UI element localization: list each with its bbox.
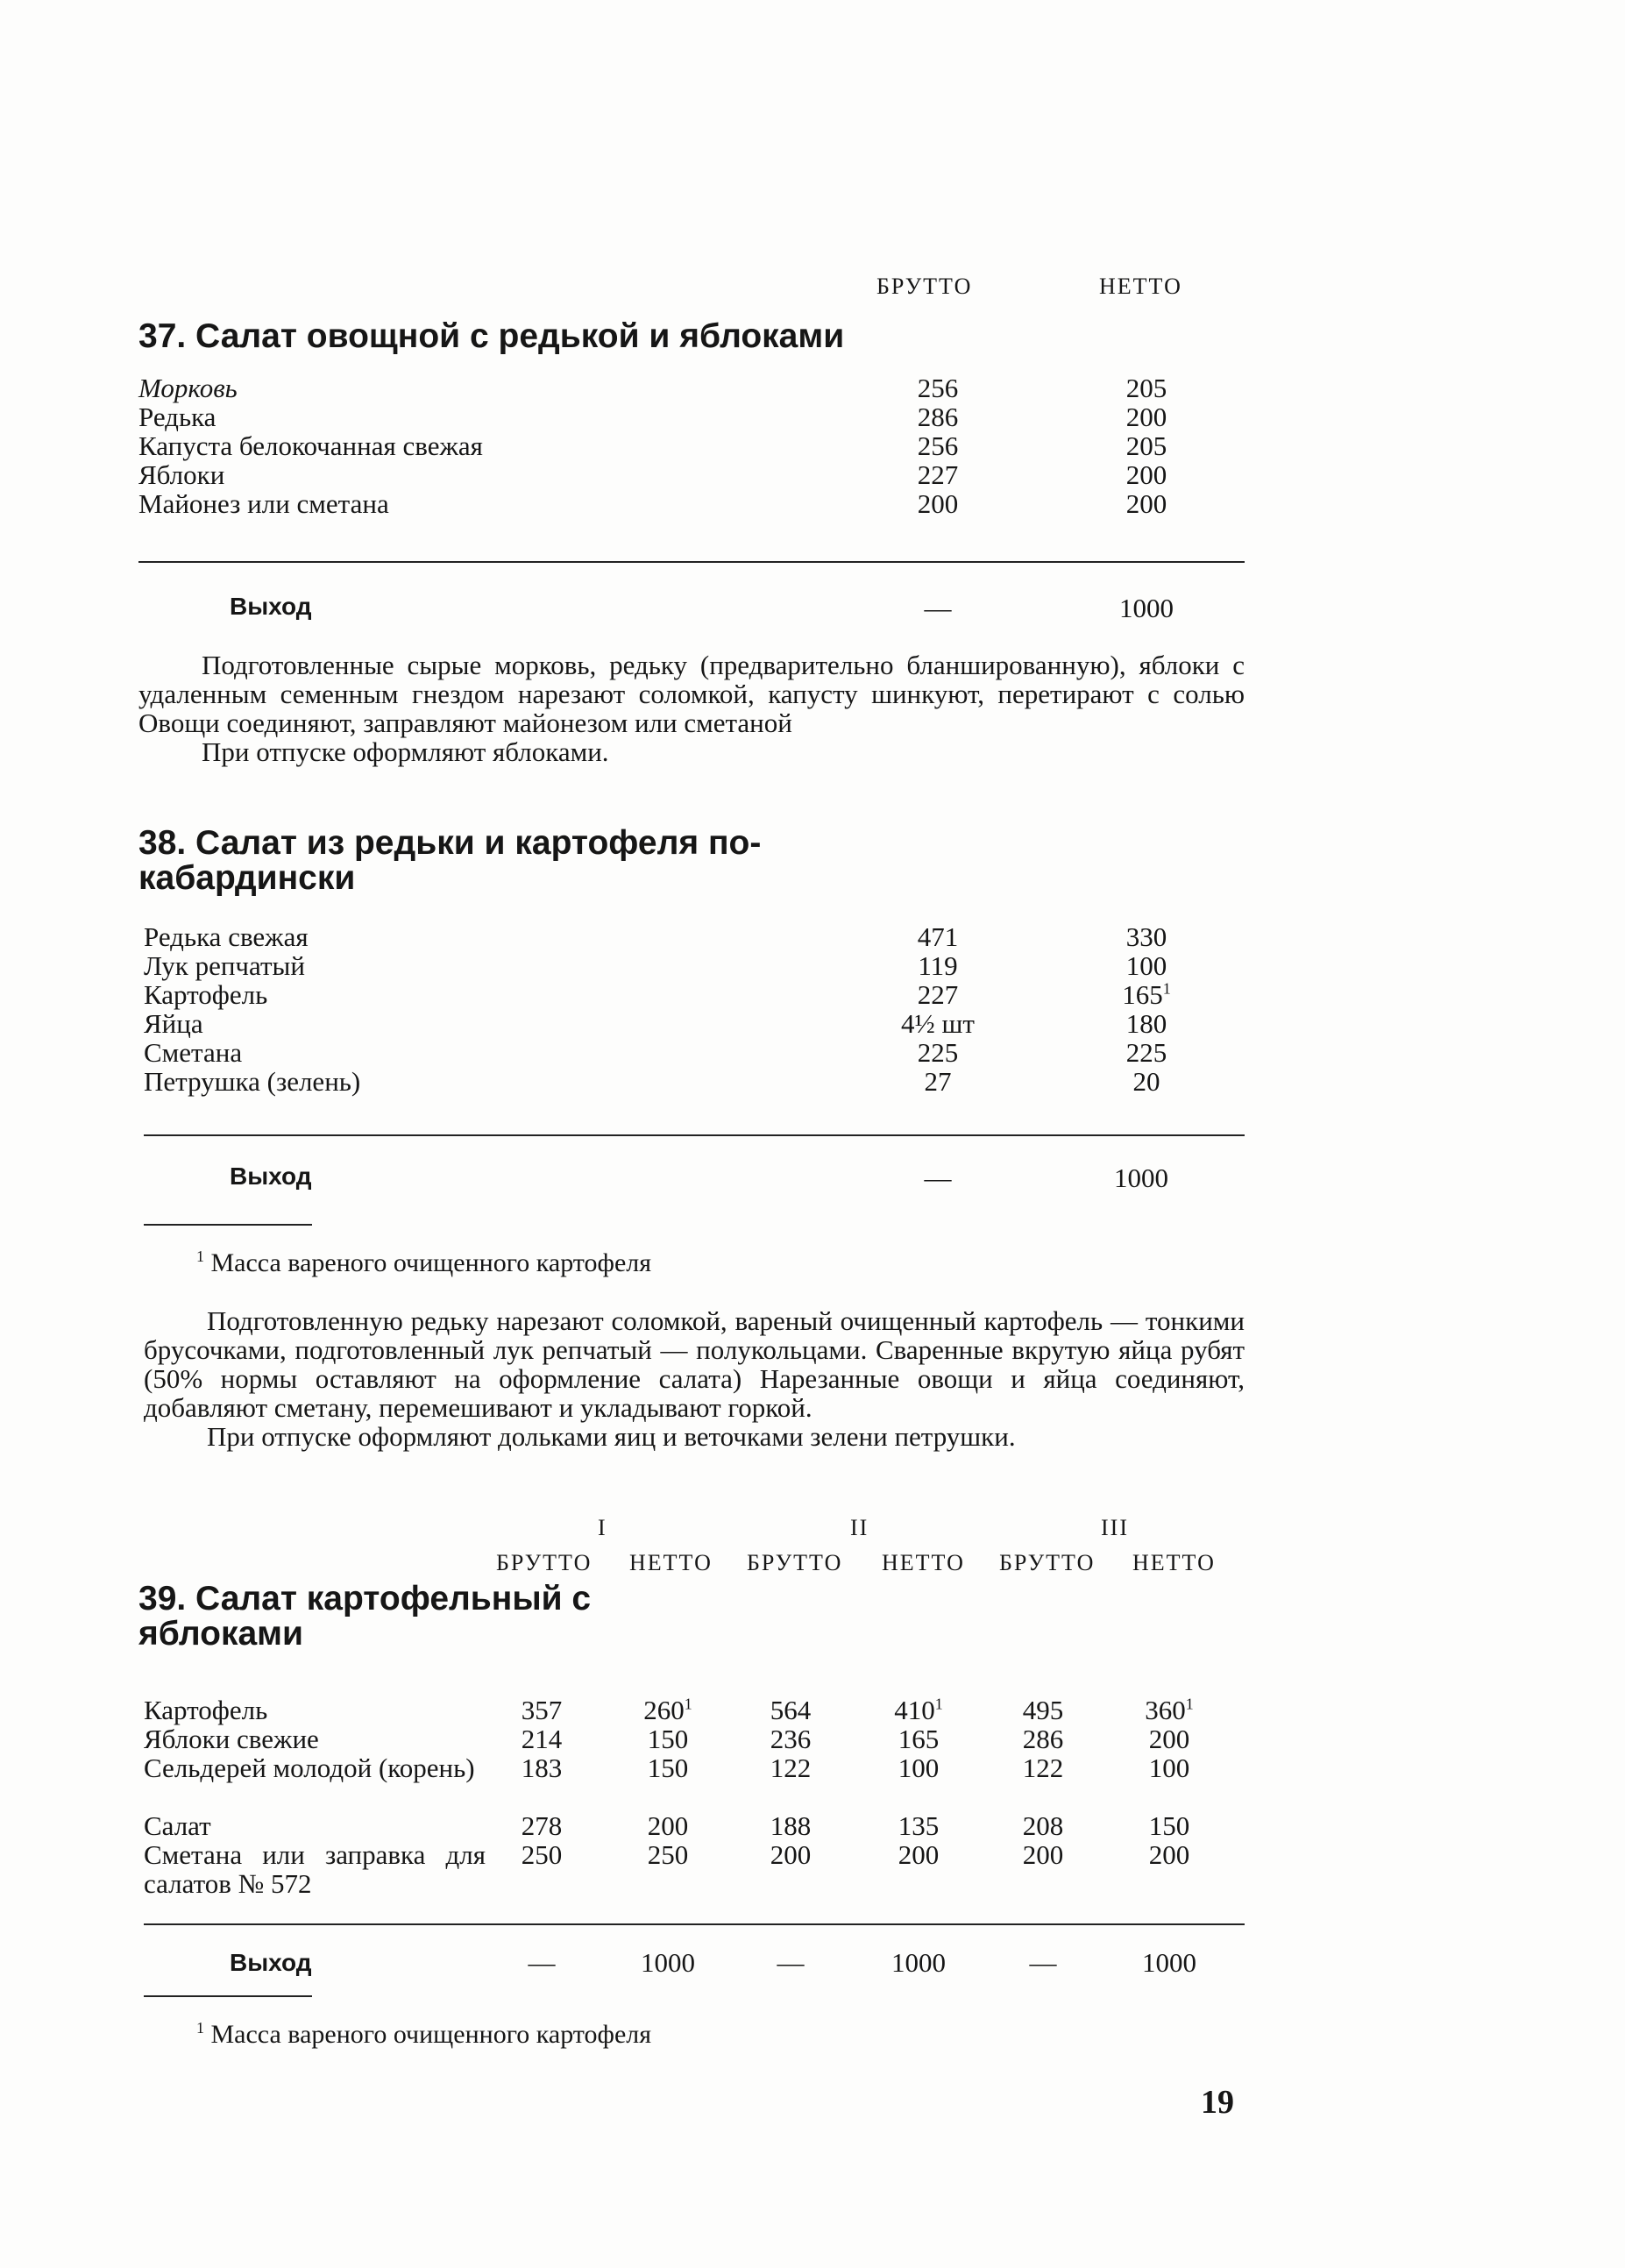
footnote-mark: 1 (934, 1695, 943, 1713)
table-row (138, 373, 1217, 402)
brutto-value: 256 (917, 430, 959, 461)
footnote-text: Масса вареного очищенного картофеля (210, 1248, 652, 1277)
table-row (138, 402, 1217, 431)
s39-header-brutto-3: БРУТТО (999, 1550, 1096, 1575)
s39-header-brutto-1: БРУТТО (496, 1550, 593, 1575)
netto-i: 200 (647, 1810, 689, 1841)
yield-brutto-ii: — (777, 1947, 805, 1978)
ingredient-name: Лук репчатый (144, 950, 305, 981)
table-row (144, 980, 1222, 1009)
ingredient-name: Капуста белокочанная свежая (138, 430, 483, 461)
s39-header-netto-1: НЕТТО (629, 1550, 713, 1575)
netto-i: 250 (647, 1839, 689, 1870)
s39-footnote-rule (144, 1995, 312, 1997)
s38-method-paragraph: Подготовленную редьку нарезают соломкой, вареный очищенный картофель — тонкими брусочками, подготовленный лук репчатый — полукольцами. Сваренные вкрутую яйца рубят (50% нормы оставляют на оформление салата) Нарезанные овощи и яйца соединяют, добавляют сметану, перемешивают и укладывают горкой. (144, 1305, 1245, 1423)
netto-i (624, 1696, 712, 1724)
s39-group-iii: III (1101, 1515, 1129, 1540)
netto-value: 330 (1125, 921, 1167, 952)
s39-group-ii: II (850, 1515, 869, 1540)
netto-ii: 135 (898, 1810, 940, 1841)
brutto-value: 119 (918, 950, 958, 981)
s38-method-text (144, 1306, 1245, 1451)
yield-netto-i: 1000 (641, 1947, 695, 1978)
s37-table-rule (138, 561, 1245, 563)
brutto-ii: 200 (770, 1839, 812, 1870)
footnote-mark: 1 (1185, 1695, 1194, 1713)
footnote-mark: 1 (196, 2019, 204, 2037)
s39-title: 39. Салат картофельный с яблоками (138, 1580, 592, 1653)
yield-brutto-i: — (528, 1947, 556, 1978)
s37-method-paragraph: Подготовленные сырые морковь, редьку (предварительно бланшированную), яблоки с удаленным семенным гнездом нарезают соломкой, капусту шинкуют, перетирают с солью Овощи соединяют, заправляют майонезом или сметаной (138, 650, 1245, 738)
s37-method-text (138, 651, 1245, 766)
brutto-ii: 236 (770, 1724, 812, 1754)
page-number: 19 (1201, 2084, 1234, 2121)
s39-yield-row (144, 1948, 1245, 1977)
s38-serving-paragraph: При отпуске оформляют дольками яиц и веточками зелени петрушки. (207, 1421, 1016, 1452)
s38-yield-label: Выход (230, 1162, 312, 1190)
s39-ingredient-table (144, 1696, 1245, 1898)
netto-value: 205 (1125, 430, 1167, 461)
netto-iii: 200 (1148, 1724, 1190, 1754)
yield-brutto-iii: — (1029, 1947, 1057, 1978)
s37-yield-netto: 1000 (1119, 593, 1174, 623)
netto-value: 225 (1125, 1037, 1167, 1068)
s37-yield-label: Выход (230, 593, 312, 620)
s38-footnote (196, 1248, 651, 1278)
brutto-iii: 495 (1022, 1695, 1064, 1725)
ingredient-name: Майонез или сметана (138, 488, 389, 519)
brutto-ii: 564 (770, 1695, 812, 1725)
brutto-value: 227 (917, 459, 959, 490)
brutto-i: 183 (521, 1753, 563, 1783)
s37-yield-brutto: — (924, 593, 952, 623)
table-row (144, 951, 1222, 980)
ingredient-name: Картофель (144, 1695, 268, 1725)
ingredient-name: Яблоки свежие (144, 1724, 319, 1754)
netto-value: 205 (1125, 373, 1167, 403)
table-row (138, 431, 1217, 460)
table-row (144, 1724, 1245, 1753)
s38-footnote-rule (144, 1224, 312, 1226)
netto-number: 410 (894, 1695, 935, 1725)
s38-yield-brutto: — (924, 1162, 952, 1193)
brutto-value: 225 (917, 1037, 959, 1068)
yield-netto-iii: 1000 (1142, 1947, 1196, 1978)
netto-i: 150 (647, 1753, 689, 1783)
ingredient-name: Яблоки (138, 459, 225, 490)
netto-ii: 165 (898, 1724, 940, 1754)
table-row (144, 1038, 1222, 1067)
footnote-mark: 1 (684, 1695, 692, 1713)
netto-value: 200 (1125, 402, 1167, 432)
table-row (138, 460, 1217, 489)
brutto-value: 200 (917, 488, 959, 519)
netto-iii: 100 (1148, 1753, 1190, 1783)
brutto-i: 357 (521, 1695, 563, 1725)
brutto-i: 278 (521, 1810, 563, 1841)
netto-ii (875, 1696, 962, 1724)
brutto-value: 27 (924, 1066, 952, 1097)
s38-yield-netto: 1000 (1114, 1162, 1168, 1193)
s38-title: 38. Салат из редьки и картофеля по-кабардински (138, 824, 762, 897)
netto-iii: 150 (1148, 1810, 1190, 1841)
s39-header-netto-3: НЕТТО (1132, 1550, 1216, 1575)
ingredient-name: Сельдерей молодой (корень) (144, 1753, 475, 1783)
netto-number: 165 (1122, 979, 1163, 1010)
brutto-value: 4½ шт (901, 1008, 975, 1039)
ingredient-name: Петрушка (зелень) (144, 1066, 361, 1097)
ingredient-name: Редька свежая (144, 921, 309, 952)
netto-iii: 200 (1148, 1839, 1190, 1870)
brutto-value: 227 (917, 979, 959, 1010)
ingredient-name: Сметана (144, 1037, 243, 1068)
table-row (138, 489, 1217, 518)
brutto-value: 256 (917, 373, 959, 403)
brutto-i: 214 (521, 1724, 563, 1754)
brutto-ii: 188 (770, 1810, 812, 1841)
footnote-text: Масса вареного очищенного картофеля (210, 2020, 652, 2049)
netto-i: 150 (647, 1724, 689, 1754)
ingredient-name: Яйца (144, 1008, 203, 1039)
table-row (144, 1811, 1245, 1840)
s39-group-i: I (598, 1515, 607, 1540)
table-row (144, 1948, 1245, 1977)
brutto-iii: 122 (1022, 1753, 1064, 1783)
netto-number: 260 (643, 1695, 685, 1725)
brutto-value: 286 (917, 402, 959, 432)
netto-value: 100 (1125, 950, 1167, 981)
ingredient-name: Сметана или заправка для салатов № 572 (144, 1839, 486, 1899)
s38-table-rule (144, 1134, 1245, 1136)
netto-value: 200 (1125, 459, 1167, 490)
table-row (144, 1840, 1245, 1898)
ingredient-name: Салат (144, 1810, 211, 1841)
s37-serving-paragraph: При отпуске оформляют яблоками. (202, 736, 609, 767)
netto-number: 360 (1145, 1695, 1186, 1725)
yield-netto-ii: 1000 (891, 1947, 946, 1978)
table-row (144, 1009, 1222, 1038)
netto-value (1103, 980, 1190, 1009)
netto-value: 20 (1132, 1066, 1160, 1097)
table-row (144, 1067, 1222, 1096)
s39-table-rule (144, 1923, 1245, 1925)
brutto-iii: 208 (1022, 1810, 1064, 1841)
brutto-iii: 286 (1022, 1724, 1064, 1754)
s37-title: 37. Салат овощной с редькой и яблоками (138, 317, 845, 355)
brutto-i: 250 (521, 1839, 563, 1870)
s39-header-brutto-2: БРУТТО (747, 1550, 843, 1575)
brutto-value: 471 (917, 921, 959, 952)
ingredient-name: Редька (138, 402, 216, 432)
table-row (144, 922, 1222, 951)
netto-value: 180 (1125, 1008, 1167, 1039)
netto-ii: 200 (898, 1839, 940, 1870)
s37-ingredient-table (138, 373, 1217, 518)
s39-header-netto-2: НЕТТО (882, 1550, 965, 1575)
table-row (144, 1753, 1245, 1811)
s39-footnote (196, 2020, 651, 2050)
footnote-mark: 1 (196, 1248, 204, 1265)
s38-ingredient-table (144, 922, 1222, 1096)
yield-label: Выход (230, 1949, 312, 1976)
netto-ii: 100 (898, 1753, 940, 1783)
ingredient-name: Морковь (138, 373, 238, 403)
s37-header-brutto: БРУТТО (876, 274, 973, 299)
table-row (144, 1696, 1245, 1724)
s37-header-netto: НЕТТО (1099, 274, 1182, 299)
brutto-iii: 200 (1022, 1839, 1064, 1870)
netto-iii (1125, 1696, 1213, 1724)
netto-value: 200 (1125, 488, 1167, 519)
ingredient-name: Картофель (144, 979, 268, 1010)
footnote-mark: 1 (1162, 979, 1171, 998)
brutto-ii: 122 (770, 1753, 812, 1783)
